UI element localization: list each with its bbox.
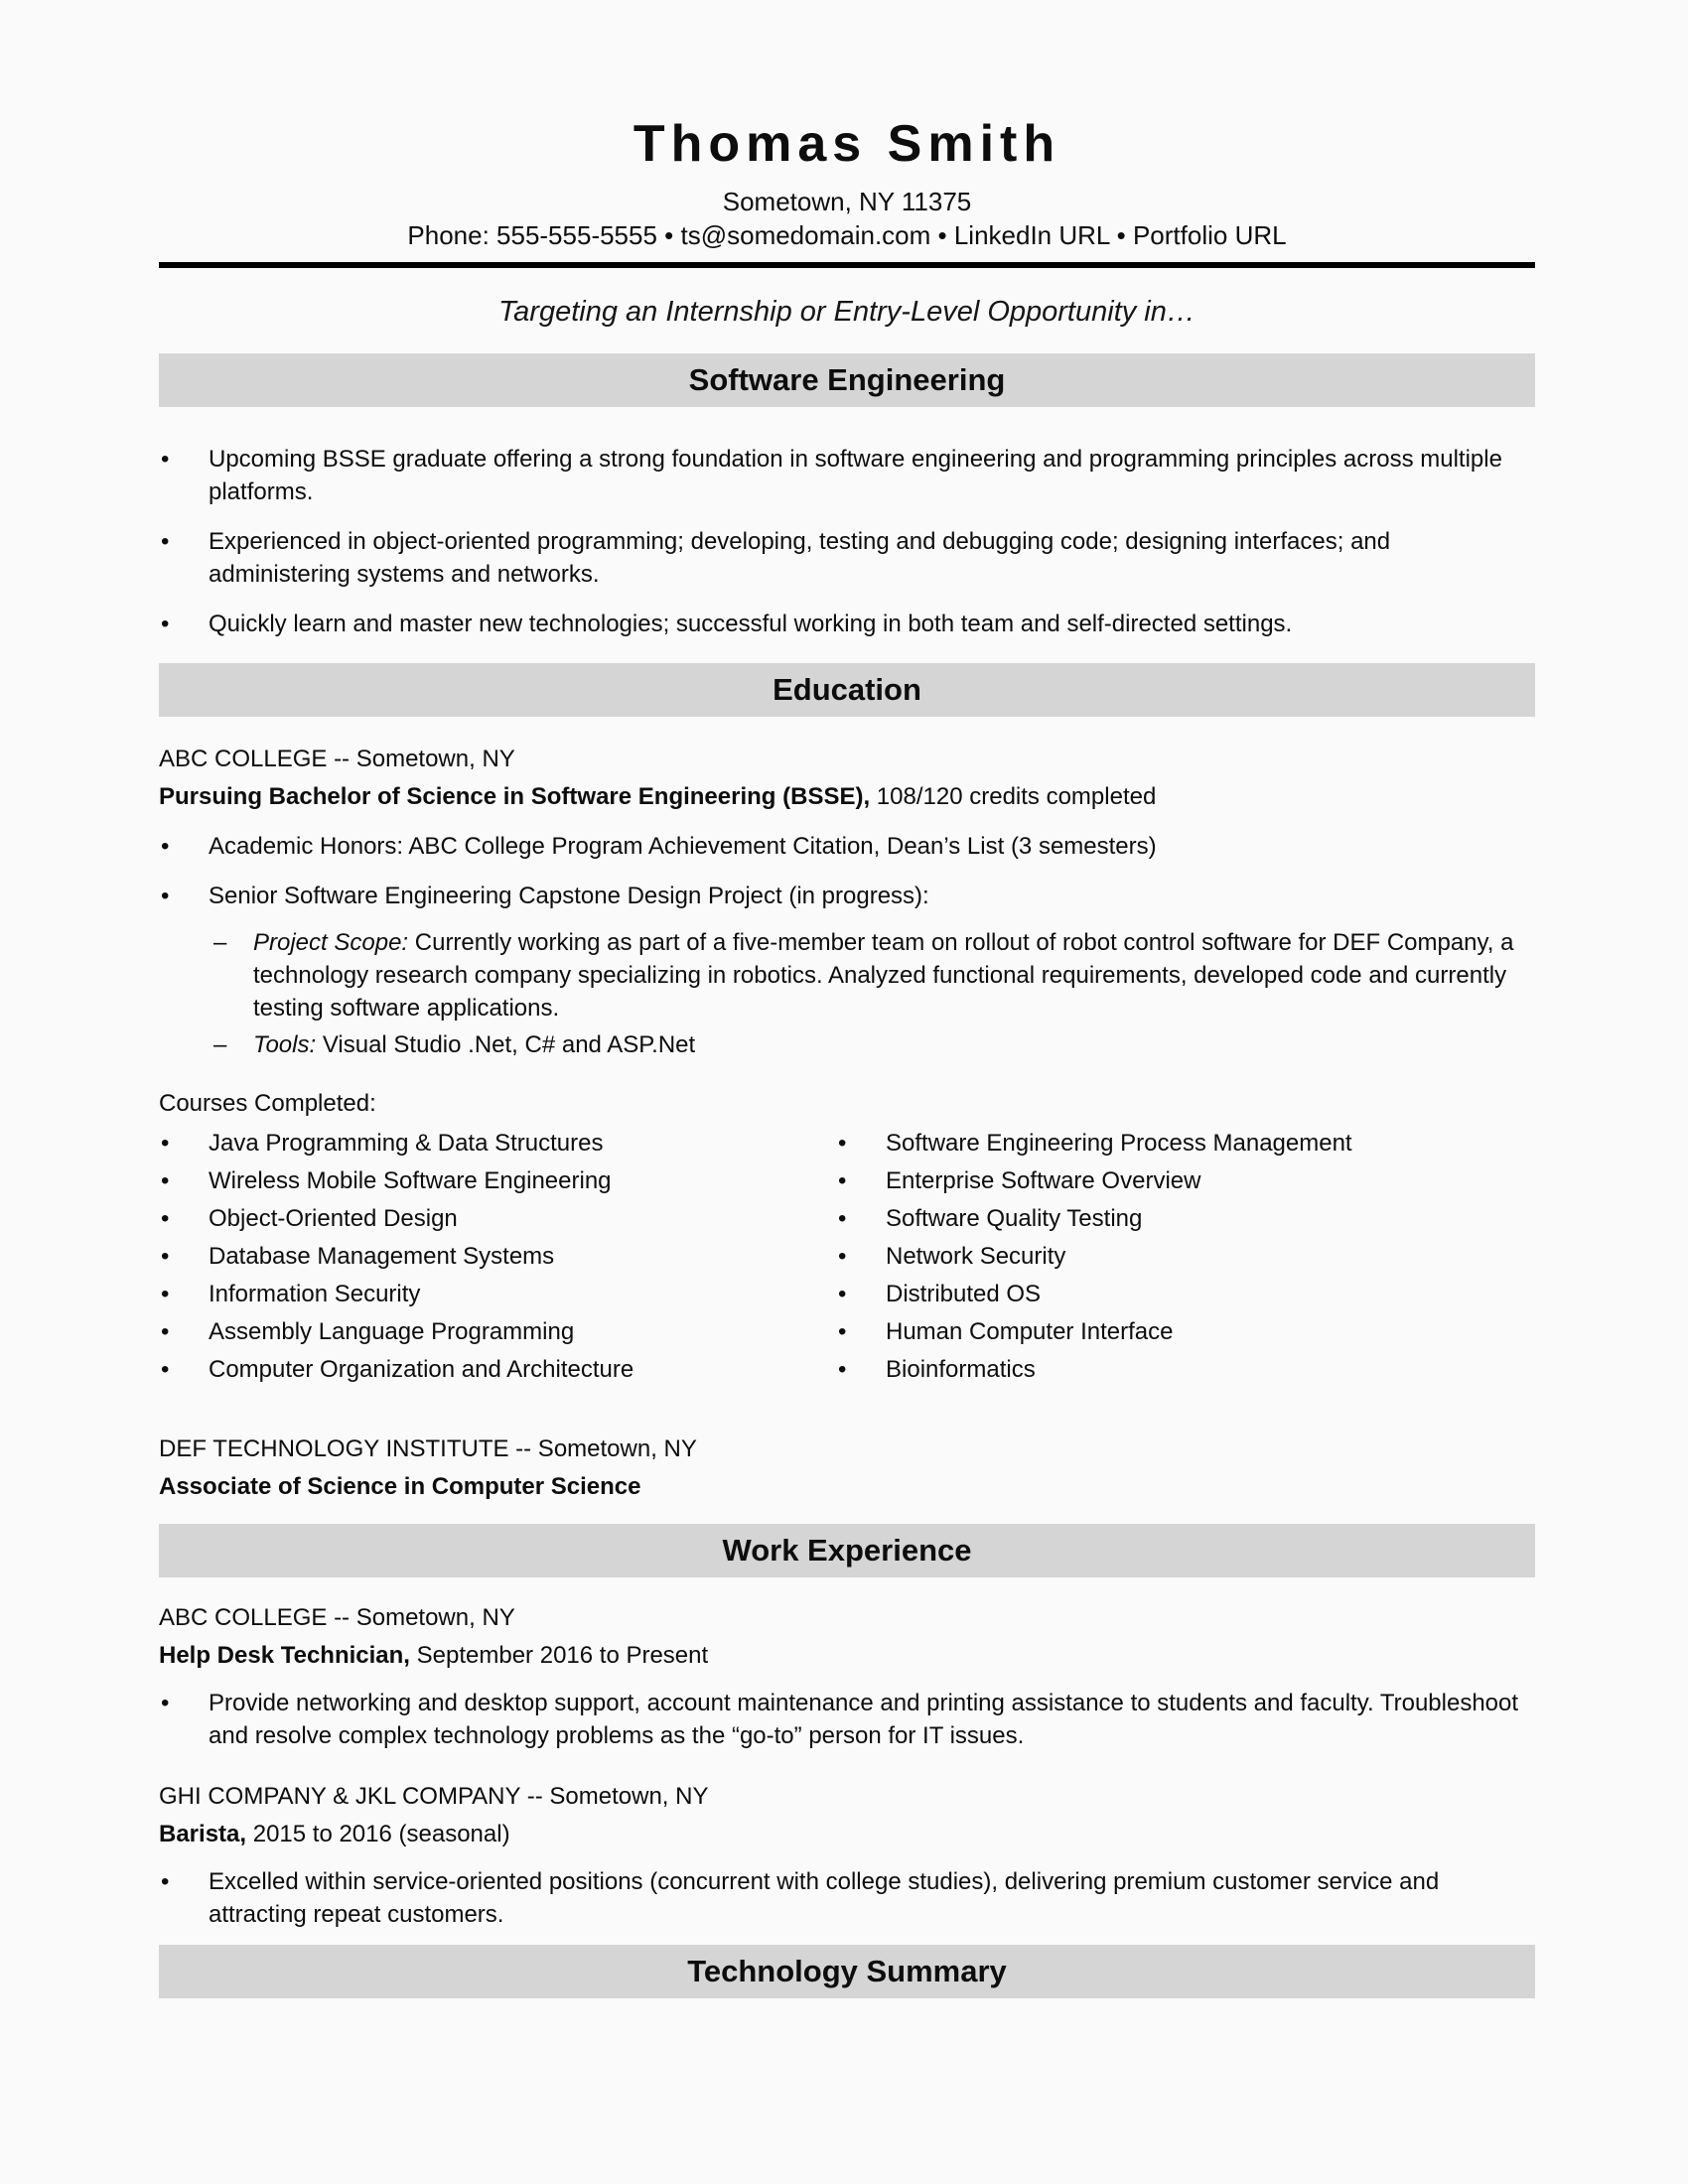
employer-name: ABC COLLEGE -- Sometown, NY — [159, 1604, 515, 1631]
dash-item — [159, 1028, 1535, 1061]
detail-text: Currently working as part of a five-member team on rollout of robot control software for DEF Company, a technology research company specializing in robotics. Analyzed functional requirements, developed code and currently testing software applications. — [253, 929, 1514, 1022]
bullet-item: • Upcoming BSSE graduate offering a strong foundation in software engineering and programming principles across multiple platforms. — [159, 443, 1535, 508]
course-item: • Information Security — [159, 1278, 836, 1310]
course-item: • Software Engineering Process Management — [836, 1127, 1535, 1160]
section-banner-work-experience: Work Experience — [159, 1524, 1535, 1577]
employer-name: GHI COMPANY & JKL COMPANY -- Sometown, NY — [159, 1783, 709, 1810]
job-bullet-list — [159, 1865, 1535, 1931]
course-item: • Human Computer Interface — [836, 1315, 1535, 1348]
courses-column-1 — [159, 1127, 836, 1391]
course-item: • Object-Oriented Design — [159, 1202, 836, 1235]
job-dates: September 2016 to Present — [409, 1642, 709, 1669]
bullet-item: • Senior Software Engineering Capstone Design Project (in progress): — [159, 880, 1535, 912]
section-banner-target-title: Software Engineering — [159, 353, 1535, 407]
contact-line: Phone: 555-555-5555 • ts@somedomain.com • LinkedIn URL • Portfolio URL — [407, 220, 1287, 250]
job-title: Barista, — [159, 1821, 247, 1847]
job-title-line — [159, 1641, 1535, 1671]
capstone-detail-list — [159, 926, 1535, 1061]
candidate-name: Thomas Smith — [633, 115, 1061, 173]
bullet-item: • Quickly learn and master new technologies; successful working in both team and self-directed settings. — [159, 608, 1535, 640]
course-item: • Software Quality Testing — [836, 1202, 1535, 1235]
course-item: • Java Programming & Data Structures — [159, 1127, 836, 1160]
degree-credits: 108/120 credits completed — [870, 783, 1157, 810]
bullet-item: • Provide networking and desktop support, account maintenance and printing assistance to students and faculty. Troubleshoot and resolve complex technology problems as the “go-to” person for IT issues. — [159, 1687, 1535, 1752]
location-line: Sometown, NY 11375 — [722, 187, 972, 216]
header-divider — [159, 262, 1535, 268]
course-item: • Assembly Language Programming — [159, 1315, 836, 1348]
section-banner-education: Education — [159, 663, 1535, 717]
bullet-item: • Experienced in object-oriented programming; developing, testing and debugging code; designing interfaces; and administering systems and networks. — [159, 525, 1535, 591]
course-item: • Network Security — [836, 1240, 1535, 1273]
course-item: • Bioinformatics — [836, 1353, 1535, 1386]
job-title: Help Desk Technician, — [159, 1642, 410, 1669]
course-item: • Computer Organization and Architecture — [159, 1353, 836, 1386]
job-bullet-list — [159, 1687, 1535, 1752]
course-item: • Enterprise Software Overview — [836, 1164, 1535, 1197]
job-dates: 2015 to 2016 (seasonal) — [246, 1821, 510, 1847]
courses-column-2 — [836, 1127, 1535, 1391]
detail-text: Visual Studio .Net, C# and ASP.Net — [316, 1031, 696, 1058]
courses-completed-label: Courses Completed: — [159, 1090, 376, 1117]
bullet-item: • Excelled within service-oriented positions (concurrent with college studies), delivering premium customer service and attracting repeat customers. — [159, 1865, 1535, 1931]
degree-title: Pursuing Bachelor of Science in Software Engineering (BSSE), — [159, 783, 871, 810]
degree-line: Associate of Science in Computer Science — [159, 1473, 641, 1500]
summary-bullet-list — [159, 443, 1535, 640]
course-item: • Distributed OS — [836, 1278, 1535, 1310]
job-title-line — [159, 1820, 1535, 1849]
courses-grid — [159, 1127, 1535, 1391]
resume-page — [159, 0, 1535, 1998]
dash-item — [159, 926, 1535, 1024]
education-bullet-list — [159, 830, 1535, 912]
course-item: • Wireless Mobile Software Engineering — [159, 1164, 836, 1197]
school-name: DEF TECHNOLOGY INSTITUTE -- Sometown, NY — [159, 1435, 697, 1462]
detail-label: Project Scope: — [253, 929, 409, 956]
detail-label: Tools: — [253, 1031, 317, 1058]
objective-tagline: Targeting an Internship or Entry-Level Opportunity in… — [498, 296, 1196, 328]
bullet-item: • Academic Honors: ABC College Program Achievement Citation, Dean’s List (3 semesters) — [159, 830, 1535, 863]
section-banner-technology-summary: Technology Summary — [159, 1945, 1535, 1998]
school-name: ABC COLLEGE -- Sometown, NY — [159, 746, 515, 772]
course-item: • Database Management Systems — [159, 1240, 836, 1273]
degree-line — [159, 782, 1535, 812]
